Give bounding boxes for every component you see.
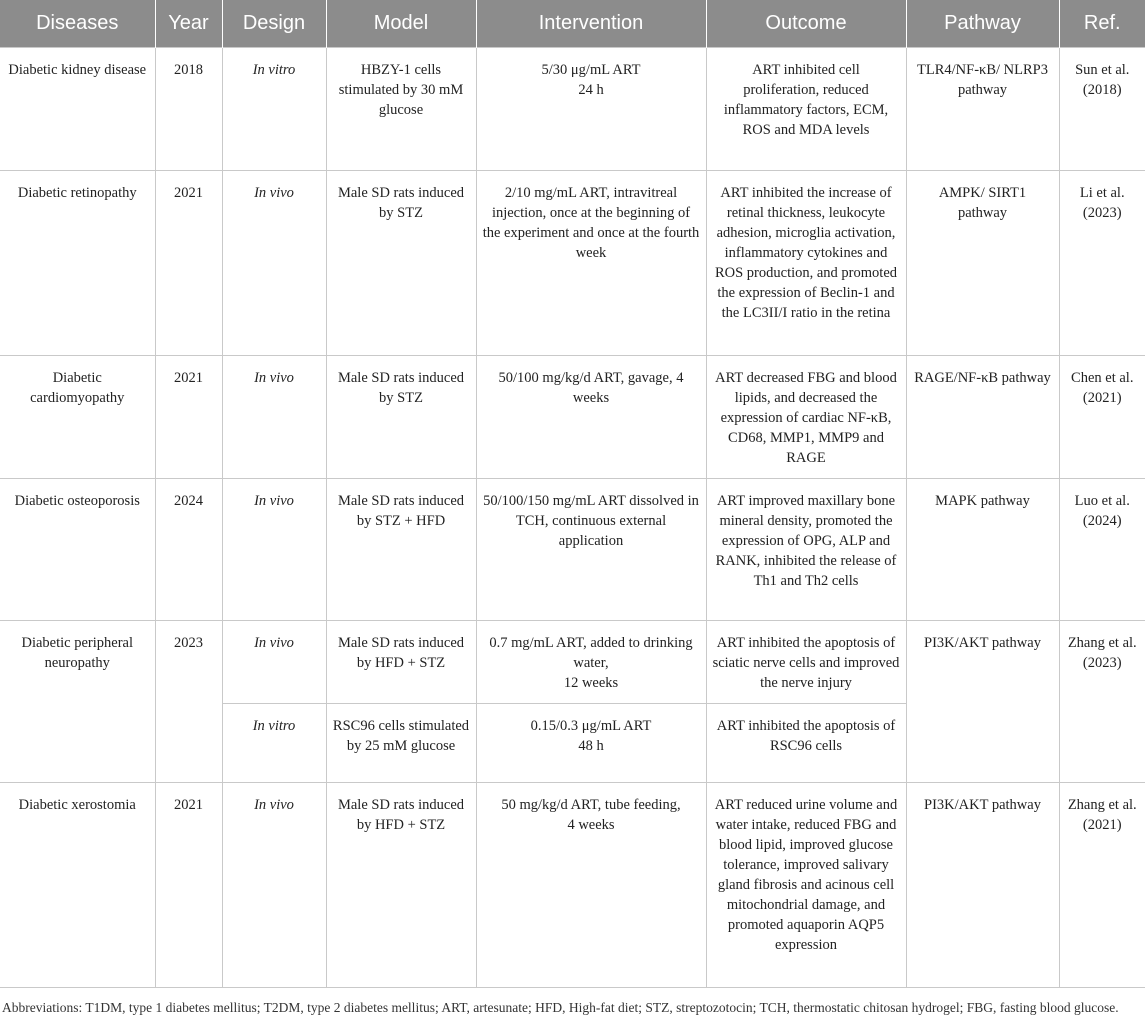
cell-design: In vivo	[222, 621, 326, 704]
cell-design: In vivo	[222, 171, 326, 356]
cell-outcome: ART inhibited the apoptosis of sciatic nerve cells and improved the nerve injury	[706, 621, 906, 704]
cell-year: 2018	[155, 48, 222, 171]
cell-outcome: ART inhibited cell proliferation, reduced inflammatory factors, ECM, ROS and MDA levels	[706, 48, 906, 171]
header-ref: Ref.	[1059, 0, 1145, 48]
cell-model: Male SD rats induced by STZ	[326, 356, 476, 479]
cell-year: 2023	[155, 621, 222, 783]
abbreviations-footnote: Abbreviations: T1DM, type 1 diabetes mellitus; T2DM, type 2 diabetes mellitus; ART, artesunate; HFD, High-fat diet; STZ, streptozotocin; TCH, thermostatic chitosan hydrogel; FBG, fasting blood glucose.	[2, 1000, 1119, 1015]
intervention-line: 0.7 mg/mL ART, added to drinking water,	[489, 635, 693, 671]
cell-pathway: MAPK pathway	[906, 479, 1059, 621]
cell-intervention: 2/10 mg/mL ART, intravitreal injection, once at the beginning of the experiment and once at the fourth week	[476, 171, 706, 356]
header-intervention: Intervention	[476, 0, 706, 48]
cell-year: 2024	[155, 479, 222, 621]
cell-pathway: AMPK/ SIRT1 pathway	[906, 171, 1059, 356]
header-row	[0, 0, 1145, 48]
cell-design: In vivo	[222, 783, 326, 988]
cell-disease: Diabetic xerostomia	[0, 783, 155, 988]
intervention-line: 5/30 μg/mL ART	[541, 62, 641, 78]
table-row	[0, 479, 1145, 621]
cell-intervention: 50/100/150 mg/mL ART dissolved in TCH, continuous external application	[476, 479, 706, 621]
cell-disease: Diabetic retinopathy	[0, 171, 155, 356]
cell-design: In vitro	[222, 48, 326, 171]
cell-model: Male SD rats induced by STZ	[326, 171, 476, 356]
cell-ref: Zhang et al. (2021)	[1059, 783, 1145, 988]
intervention-line: 0.15/0.3 μg/mL ART	[530, 718, 652, 734]
cell-pathway: TLR4/NF-κB/ NLRP3 pathway	[906, 48, 1059, 171]
cell-ref: Luo et al. (2024)	[1059, 479, 1145, 621]
cell-disease: Diabetic peripheral neuropathy	[0, 621, 155, 783]
cell-intervention: 50/100 mg/kg/d ART, gavage, 4 weeks	[476, 356, 706, 479]
cell-ref: Li et al. (2023)	[1059, 171, 1145, 356]
cell-year: 2021	[155, 356, 222, 479]
intervention-line: 50 mg/kg/d ART, tube feeding,	[501, 797, 681, 813]
cell-ref: Sun et al. (2018)	[1059, 48, 1145, 171]
table-row	[0, 783, 1145, 988]
cell-intervention	[476, 783, 706, 988]
cell-model: Male SD rats induced by HFD + STZ	[326, 621, 476, 704]
cell-model: RSC96 cells stimulated by 25 mM glucose	[326, 704, 476, 783]
cell-outcome: ART inhibited the increase of retinal thickness, leukocyte adhesion, microglia activation, inflammatory cytokines and ROS production, and promoted the expression of Beclin-1 and the LC3II/I ratio in the retina	[706, 171, 906, 356]
table-row	[0, 356, 1145, 479]
cell-ref: Zhang et al. (2023)	[1059, 621, 1145, 783]
table-row	[0, 171, 1145, 356]
cell-pathway: PI3K/AKT pathway	[906, 783, 1059, 988]
cell-year: 2021	[155, 783, 222, 988]
cell-outcome: ART decreased FBG and blood lipids, and decreased the expression of cardiac NF-κB, CD68, MMP1, MMP9 and RAGE	[706, 356, 906, 479]
cell-disease: Diabetic osteoporosis	[0, 479, 155, 621]
cell-outcome: ART improved maxillary bone mineral density, promoted the expression of OPG, ALP and RANK, inhibited the release of Th1 and Th2 cells	[706, 479, 906, 621]
header-model: Model	[326, 0, 476, 48]
cell-intervention	[476, 621, 706, 704]
cell-year: 2021	[155, 171, 222, 356]
cell-disease: Diabetic kidney disease	[0, 48, 155, 171]
header-pathway: Pathway	[906, 0, 1059, 48]
header-outcome: Outcome	[706, 0, 906, 48]
cell-disease: Diabetic cardiomyopathy	[0, 356, 155, 479]
cell-pathway: RAGE/NF-κB pathway	[906, 356, 1059, 479]
cell-design: In vitro	[222, 704, 326, 783]
cell-intervention	[476, 704, 706, 783]
intervention-line: 12 weeks	[563, 675, 619, 691]
cell-model: Male SD rats induced by HFD + STZ	[326, 783, 476, 988]
table-row	[0, 48, 1145, 171]
cell-design: In vivo	[222, 356, 326, 479]
cell-intervention	[476, 48, 706, 171]
cell-model: Male SD rats induced by STZ + HFD	[326, 479, 476, 621]
table-row	[0, 621, 1145, 704]
cell-outcome: ART reduced urine volume and water intake, reduced FBG and blood lipid, improved glucose tolerance, improved salivary gland fibrosis and acinous cell mitochondrial damage, and promoted aquaporin AQP5 expression	[706, 783, 906, 988]
cell-model: HBZY-1 cells stimulated by 30 mM glucose	[326, 48, 476, 171]
intervention-line: 24 h	[578, 82, 604, 98]
intervention-line: 48 h	[578, 738, 604, 754]
header-year: Year	[155, 0, 222, 48]
cell-outcome: ART inhibited the apoptosis of RSC96 cells	[706, 704, 906, 783]
header-design: Design	[222, 0, 326, 48]
header-diseases: Diseases	[0, 0, 155, 48]
intervention-line: 4 weeks	[567, 817, 615, 833]
cell-ref: Chen et al. (2021)	[1059, 356, 1145, 479]
cell-pathway: PI3K/AKT pathway	[906, 621, 1059, 783]
cell-design: In vivo	[222, 479, 326, 621]
